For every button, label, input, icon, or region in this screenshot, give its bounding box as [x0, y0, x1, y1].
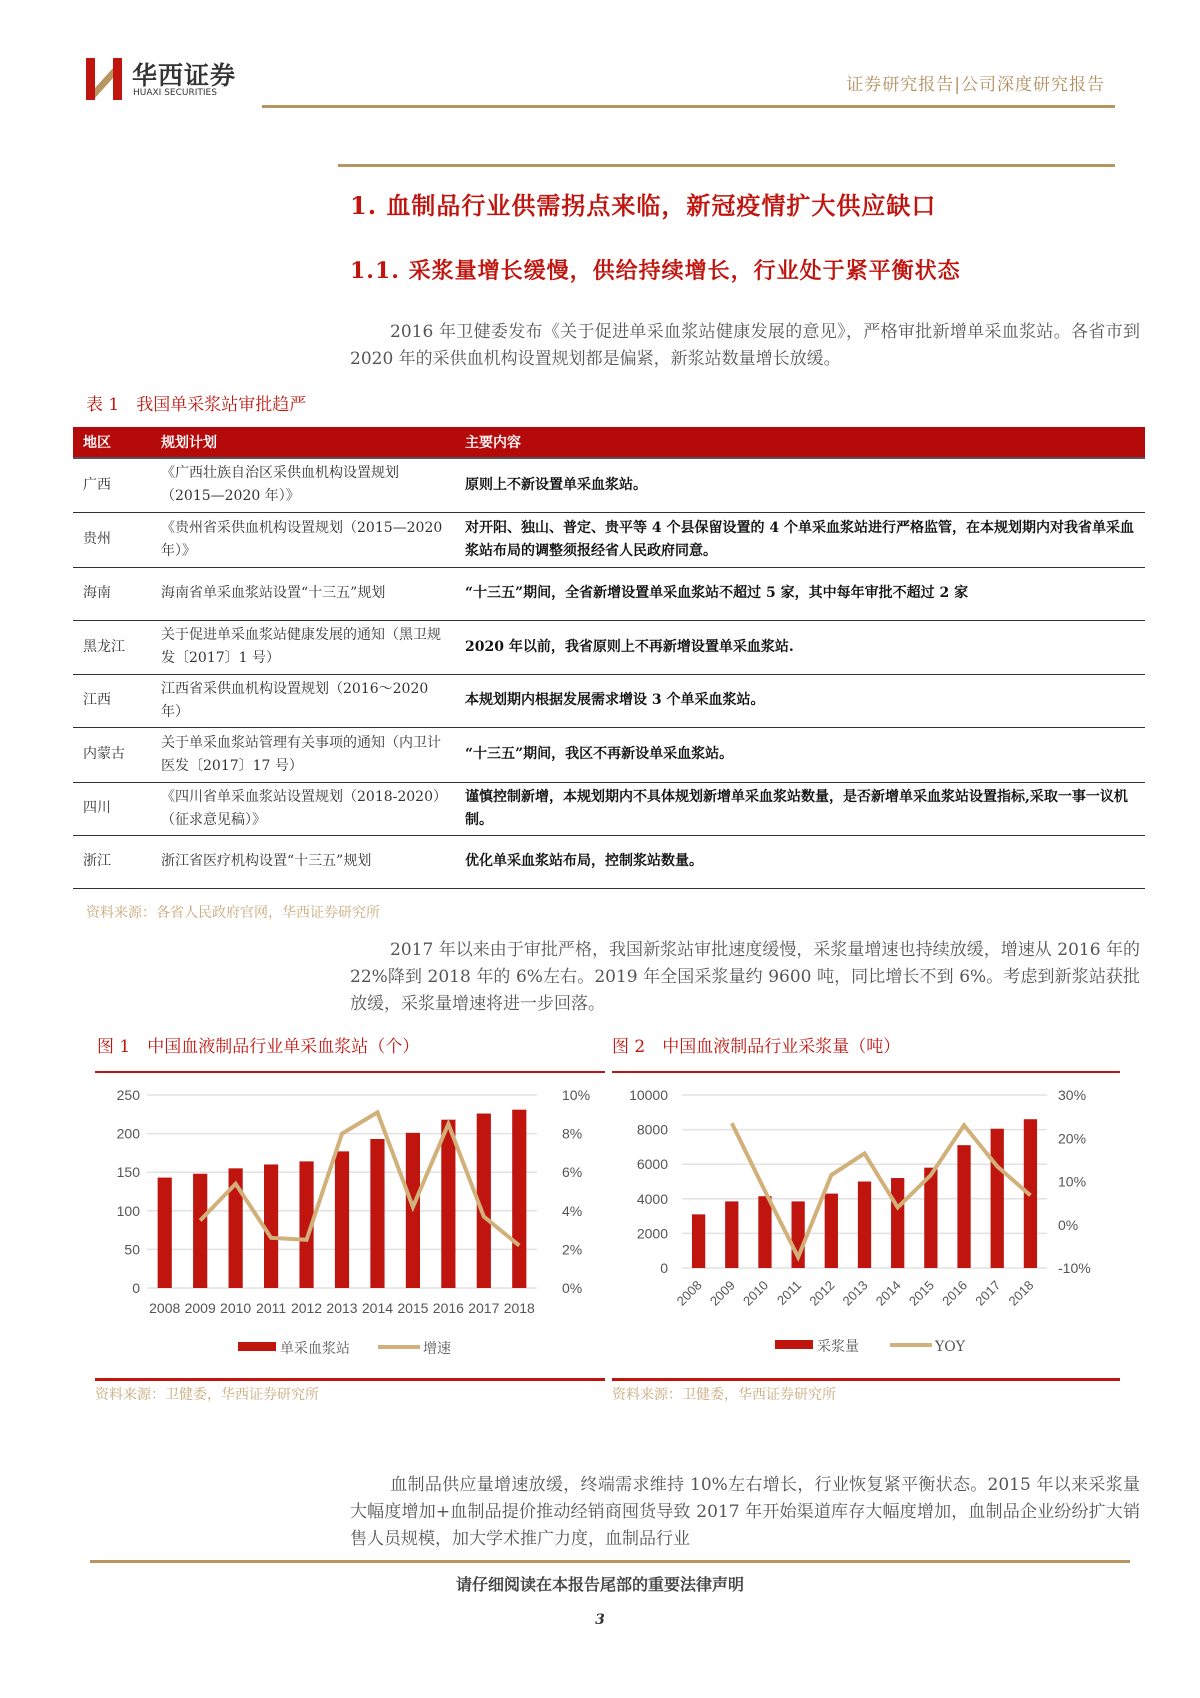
subsection-heading: 1.1. 采浆量增长缓慢，供给持续增长，行业处于紧平衡状态 [350, 258, 961, 284]
y2-tick-label: 8% [562, 1125, 583, 1142]
x-tick-label: 2010 [220, 1300, 252, 1316]
legend-line-label: 增速 [423, 1341, 451, 1357]
x-tick-label: 2014 [361, 1300, 394, 1316]
growth-line [200, 1112, 519, 1245]
bar [825, 1194, 838, 1268]
y2-tick-label: 10% [562, 1087, 591, 1103]
x-tick-label: 2012 [806, 1277, 838, 1309]
y2-tick-label: 30% [1058, 1087, 1087, 1103]
cell-region: 海南 [73, 567, 151, 620]
x-tick-label: 2009 [706, 1277, 738, 1309]
cell-plan: 《四川省单采血浆站设置规划（2018-2020）（征求意见稿）》 [151, 782, 455, 835]
y2-tick-label: -10% [1058, 1260, 1091, 1276]
y2-tick-label: 10% [1058, 1173, 1087, 1190]
cell-plan: 《广西壮族自治区采供血机构设置规划（2015—2020 年）》 [151, 458, 455, 512]
y-tick-label: 50 [124, 1241, 140, 1258]
figure-2-source: 资料来源：卫健委，华西证券研究所 [612, 1387, 836, 1403]
y-tick-label: 200 [116, 1125, 140, 1142]
bar [725, 1201, 738, 1268]
y2-tick-label: 0% [562, 1280, 583, 1296]
y-tick-label: 100 [116, 1202, 140, 1219]
y-tick-label: 0 [132, 1280, 140, 1296]
cell-region: 浙江 [73, 835, 151, 888]
x-tick-label: 2015 [397, 1300, 429, 1316]
x-tick-label: 2017 [972, 1277, 1004, 1309]
cell-plan: 浙江省医疗机构设置“十三五”规划 [151, 835, 455, 888]
y-tick-label: 10000 [629, 1087, 668, 1103]
bar [991, 1129, 1004, 1268]
y-tick-label: 6000 [636, 1156, 668, 1173]
y-tick-label: 150 [116, 1164, 140, 1181]
cell-content: “十三五”期间，我区不再新设单采血浆站。 [455, 727, 1145, 782]
x-tick-label: 2009 [184, 1300, 216, 1316]
x-tick-label: 2008 [149, 1300, 181, 1316]
y2-tick-label: 20% [1058, 1130, 1087, 1147]
legend-line-label: YOY [935, 1339, 965, 1355]
x-tick-label: 2016 [432, 1300, 464, 1316]
y2-tick-label: 2% [562, 1241, 583, 1258]
bar [692, 1214, 705, 1268]
legend-bar-swatch [238, 1342, 276, 1351]
x-tick-label: 2018 [1005, 1277, 1037, 1309]
cell-content: 原则上不新设置单采血浆站。 [455, 458, 1145, 512]
paragraph-3 [350, 1472, 1140, 1553]
figure-2-bottom-rule [612, 1378, 1120, 1381]
cell-content: 谨慎控制新增，本规划期内不具体规划新增单采血浆站数量，是否新增单采血浆站设置指标,采取一事一议机制。 [455, 782, 1145, 835]
cell-region: 江西 [73, 674, 151, 727]
x-tick-label: 2014 [872, 1277, 904, 1309]
y-tick-label: 0 [660, 1260, 668, 1276]
bar [158, 1178, 172, 1288]
cell-content: 2020 年以前，我省原则上不再新增设置单采血浆站. [455, 620, 1145, 674]
y-tick-label: 4000 [636, 1190, 668, 1207]
table-source: 资料来源：各省人民政府官网，华西证券研究所 [86, 905, 380, 921]
report-type: 证券研究报告|公司深度研究报告 [846, 75, 1105, 95]
x-tick-label: 2010 [740, 1277, 772, 1309]
x-tick-label: 2011 [773, 1277, 805, 1308]
cell-region: 内蒙古 [73, 727, 151, 782]
col-header-region: 地区 [73, 427, 151, 458]
y2-tick-label: 0% [1058, 1216, 1079, 1233]
cell-content: 对开阳、独山、普定、贵平等 4 个县保留设置的 4 个单采血浆站进行严格监管，在本规划期内对我省单采血浆站布局的调整须报经省人民政府同意。 [455, 512, 1145, 567]
legend-bar-label: 单采血浆站 [280, 1341, 350, 1357]
logo-english: HUAXI SECURITIES [133, 88, 217, 98]
cell-plan: 关于促进单采血浆站健康发展的通知（黑卫规发〔2017〕1 号） [151, 620, 455, 674]
x-tick-label: 2011 [256, 1300, 287, 1316]
x-tick-label: 2016 [939, 1277, 971, 1309]
y2-tick-label: 4% [562, 1202, 583, 1219]
growth-line [732, 1123, 1031, 1257]
page-number: 3 [595, 1612, 605, 1628]
cell-content: “十三五”期间，全省新增设置单采血浆站不超过 5 家，其中每年审批不超过 2 家 [455, 567, 1145, 620]
bar [264, 1164, 278, 1288]
bar [193, 1174, 207, 1288]
y2-tick-label: 6% [562, 1164, 583, 1181]
bar [512, 1110, 526, 1288]
col-header-content: 主要内容 [455, 427, 1145, 458]
x-tick-label: 2018 [503, 1300, 535, 1316]
x-tick-label: 2008 [673, 1277, 705, 1309]
section-heading: 1. 血制品行业供需拐点来临，新冠疫情扩大供应缺口 [350, 191, 937, 220]
paragraph-1-text: 2016 年卫健委发布《关于促进单采血浆站健康发展的意见》，严格审批新增单采血浆站。各省市到 2020 年的采供血机构设置规划都是偏紧，新浆站数量增长放缓。 [350, 322, 1140, 369]
bar [957, 1145, 970, 1268]
cell-content: 优化单采血浆站布局，控制浆站数量。 [455, 835, 1145, 888]
cell-plan: 海南省单采血浆站设置“十三五”规划 [151, 567, 455, 620]
x-tick-label: 2013 [839, 1277, 871, 1309]
footer-divider [90, 1560, 1130, 1563]
col-header-plan: 规划计划 [151, 427, 455, 458]
bar [335, 1151, 349, 1288]
bar [758, 1196, 771, 1268]
bar [858, 1182, 871, 1269]
cell-plan: 江西省采供血机构设置规划（2016～2020 年） [151, 674, 455, 727]
cell-region: 贵州 [73, 512, 151, 567]
x-tick-label: 2015 [905, 1277, 937, 1309]
x-tick-label: 2012 [290, 1300, 323, 1316]
x-tick-label: 2013 [326, 1300, 358, 1316]
cell-region: 黑龙江 [73, 620, 151, 674]
y-tick-label: 250 [116, 1087, 140, 1103]
bar [924, 1168, 937, 1268]
cell-content: 本规划期内根据发展需求增设 3 个单采血浆站。 [455, 674, 1145, 727]
paragraph-3-text: 血制品供应量增速放缓，终端需求维持 10%左右增长，行业恢复紧平衡状态。2015 年以来采浆量大幅度增加+血制品提价推动经销商囤货导致 2017 年开始渠道库存大幅度增加，血制品企业纷纷扩大销售人员规模，加大学术推广力度，血制品行业 [350, 1475, 1140, 1549]
figure-1-title: 图 1 中国血液制品行业单采血浆站（个） [97, 1037, 420, 1057]
cell-plan: 关于单采血浆站管理有关事项的通知（内卫计医发〔2017〕17 号） [151, 727, 455, 782]
legal-disclaimer-note: 请仔细阅读在本报告尾部的重要法律声明 [455, 1575, 744, 1594]
cell-region: 四川 [73, 782, 151, 835]
legend-bar-label: 采浆量 [817, 1339, 859, 1355]
paragraph-2-text: 2017 年以来由于审批严格，我国新浆站审批速度缓慢，采浆量增速也持续放缓，增速从 2016 年的 22%降到 2018 年的 6%左右。2019 年全国采浆量约 9600 吨，同比增长不到 6%。考虑到新浆站获批放缓，采浆量增速将进一步回落。 [350, 940, 1140, 1014]
x-tick-label: 2017 [468, 1300, 500, 1316]
y-tick-label: 2000 [636, 1225, 668, 1242]
cell-plan: 《贵州省采供血机构设置规划（2015—2020 年）》 [151, 512, 455, 567]
logo-text: 华西证券 [132, 61, 237, 90]
bar [891, 1178, 904, 1268]
figure-1-source: 资料来源：卫健委，华西证券研究所 [95, 1387, 319, 1403]
y-tick-label: 8000 [636, 1121, 668, 1138]
cell-region: 广西 [73, 458, 151, 512]
figure-1-bottom-rule [95, 1378, 605, 1381]
table-caption: 表 1 我国单采浆站审批趋严 [86, 395, 307, 415]
figure-2-title: 图 2 中国血液制品行业采浆量（吨） [612, 1037, 901, 1057]
legend-bar-swatch [775, 1340, 813, 1349]
bar [441, 1120, 455, 1288]
bar [370, 1139, 384, 1288]
